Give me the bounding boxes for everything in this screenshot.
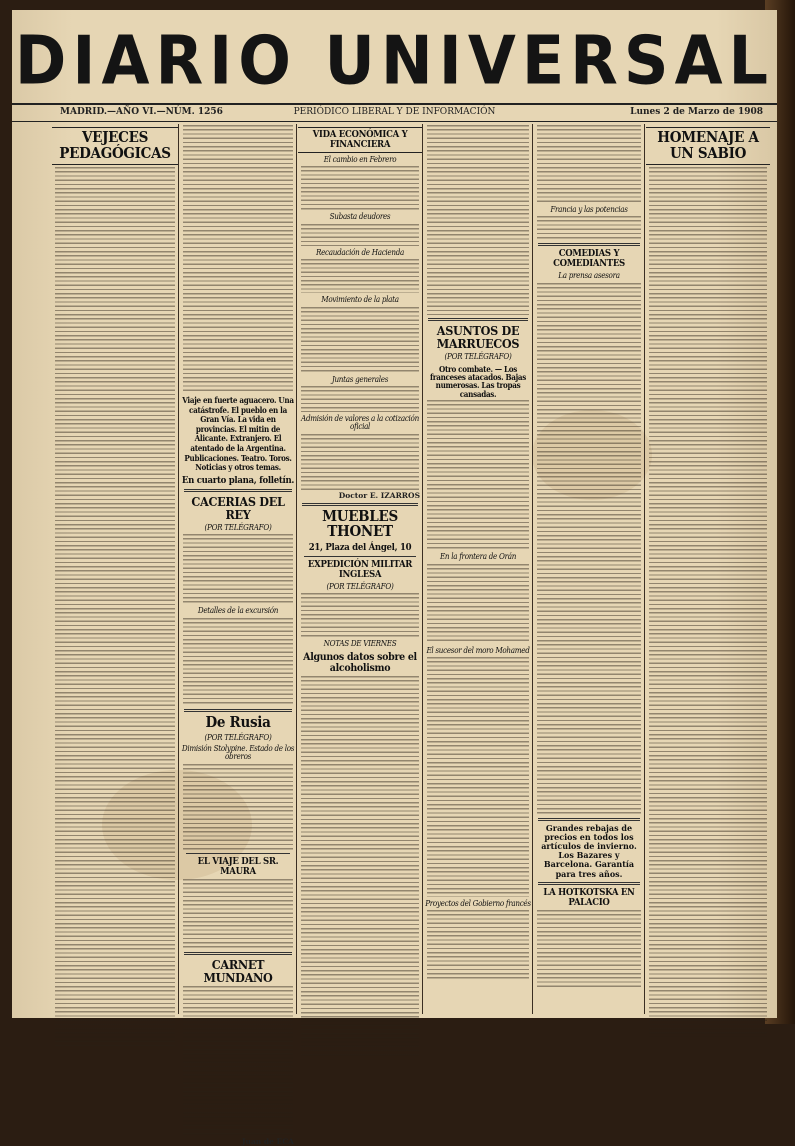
- separator: [304, 556, 416, 557]
- column-4: [424, 124, 532, 1014]
- article-kicker: Recaudación de Hacienda: [315, 247, 405, 257]
- article-headline: LA HOTKOTSKA EN PALACIO: [543, 886, 635, 908]
- article-signature: Juan de ECA: [241, 1136, 294, 1146]
- separator: [538, 882, 640, 885]
- article-kicker: La prensa asesora: [558, 271, 620, 281]
- article-kicker: El cambio en Febrero: [323, 154, 397, 164]
- article-headline: ASUNTOS DE MARRUECOS: [436, 323, 520, 352]
- column-5: [534, 124, 644, 1014]
- article-body: [427, 910, 529, 980]
- advertisement: Grandes rebajas de precios en todos los artículos de invierno. Los Bazares y Barcelona. Garantía para tres años.: [541, 822, 637, 879]
- column-rule: [644, 124, 645, 1014]
- article-body: [183, 764, 293, 850]
- article-body: [649, 167, 767, 1037]
- separator: [538, 243, 640, 246]
- article-kicker: En la frontera de Orán: [439, 552, 517, 562]
- masthead-title: DIARIO UNIVERSAL: [14, 21, 775, 100]
- article-kicker: Proyectos del Gobierno francés: [425, 898, 531, 908]
- article-headline: EL VIAJE DEL SR. MAURA: [197, 855, 279, 877]
- article-body: [183, 986, 293, 1136]
- article-headline: De Rusia: [205, 712, 271, 731]
- article-kicker: NOTAS DE VIERNES: [323, 639, 397, 649]
- article-kicker: Subasta deudores: [329, 212, 391, 222]
- article-subhead: (POR TELÉGRAFO): [204, 732, 272, 742]
- issue-number: MADRID.—AÑO VI.—NÚM. 1256: [60, 107, 223, 117]
- article-kicker: Dimisión Stolypine. Estado de los obreros: [181, 743, 295, 762]
- separator: [302, 503, 418, 506]
- column-2: [180, 124, 296, 1146]
- article-body: [301, 224, 419, 246]
- article-body: [301, 307, 419, 373]
- article-body: [183, 618, 293, 706]
- article-kicker: Otro combate. — Los franceses atacados. Bajas numerosas. Las tropas cansadas.: [429, 363, 527, 399]
- column-6: [646, 124, 770, 1014]
- separator: [184, 489, 292, 492]
- article-body: [183, 534, 293, 604]
- article-subhead: (POR TELÉGRAFO): [326, 582, 394, 592]
- article-headline: CARNET MUNDANO: [203, 956, 273, 985]
- article-kicker: Detalles de la excursión: [197, 606, 279, 616]
- newspaper-page: [12, 10, 777, 1146]
- article-body: [537, 283, 641, 815]
- article-body: [427, 564, 529, 644]
- article-body: [427, 657, 529, 897]
- separator: [186, 853, 290, 854]
- column-rule: [532, 124, 533, 1014]
- article-body: [537, 910, 641, 990]
- contents-summary: Viaje en fuerte aguacero. Una catástrofe. El pueblo en la Gran Vía. La vida en provincias. El mitin de Alicante. Extranjero. El atentado de la Argentina. Publicaciones. Teatro. Toros. Noticias y otros temas.: [182, 395, 294, 473]
- article-headline: COMEDIAS Y COMEDIANTES: [553, 248, 625, 270]
- separator: [538, 818, 640, 821]
- newspaper-tagline: PERIÓDICO LIBERAL Y DE INFORMACIÓN: [293, 107, 496, 117]
- article-subhead: (POR TELÉGRAFO): [444, 352, 512, 362]
- article-kicker: El sucesor del moro Mohamed: [426, 645, 530, 655]
- article-body: [537, 125, 641, 203]
- article-headline: VIDA ECONÓMICA Y FINANCIERA: [298, 127, 422, 153]
- article-headline: CACERIAS DEL REY: [191, 493, 285, 522]
- article-body: [537, 216, 641, 240]
- article-headline: Algunos datos sobre el alcoholismo: [303, 650, 417, 674]
- article-body: [301, 593, 419, 637]
- article-body: [427, 125, 529, 315]
- article-body: [183, 125, 293, 393]
- article-kicker: Movimiento de la plata: [321, 295, 399, 305]
- article-headline: EXPEDICIÓN MILITAR INGLESA: [307, 559, 413, 581]
- article-headline: VEJECES PEDAGÓGICAS: [52, 127, 178, 165]
- column-rule: [178, 124, 179, 1014]
- column-1: [52, 124, 178, 1014]
- article-kicker: Francia y las potencias: [550, 205, 628, 214]
- article-body: [301, 676, 419, 1056]
- advertisement-title: MUEBLES THONET: [322, 506, 398, 541]
- article-body: [301, 434, 419, 490]
- separator: [428, 318, 528, 321]
- article-body: [301, 259, 419, 293]
- article-subhead: (POR TELÉGRAFO): [204, 522, 272, 532]
- article-body: [301, 166, 419, 210]
- article-headline: HOMENAJE A UN SABIO: [646, 127, 770, 165]
- article-body: [183, 879, 293, 949]
- issue-date: Lunes 2 de Marzo de 1908: [630, 107, 763, 117]
- article-signature: Doctor E. IZARROS: [338, 490, 420, 500]
- separator: [184, 709, 292, 712]
- separator: [184, 952, 292, 955]
- column-rule: [422, 124, 423, 1014]
- masthead-subline: [12, 103, 777, 122]
- article-body: [427, 400, 529, 550]
- column-rule: [296, 124, 297, 1014]
- article-body: [55, 167, 175, 1047]
- contents-note: En cuarto plana, folletín.: [181, 474, 295, 486]
- advertisement-address: 21, Plaza del Ángel, 10: [308, 542, 412, 554]
- article-kicker: Juntas generales: [331, 374, 389, 384]
- article-body: [301, 386, 419, 412]
- column-3: [298, 124, 422, 1014]
- article-kicker: Admisión de valores a la cotización oficial: [301, 413, 419, 432]
